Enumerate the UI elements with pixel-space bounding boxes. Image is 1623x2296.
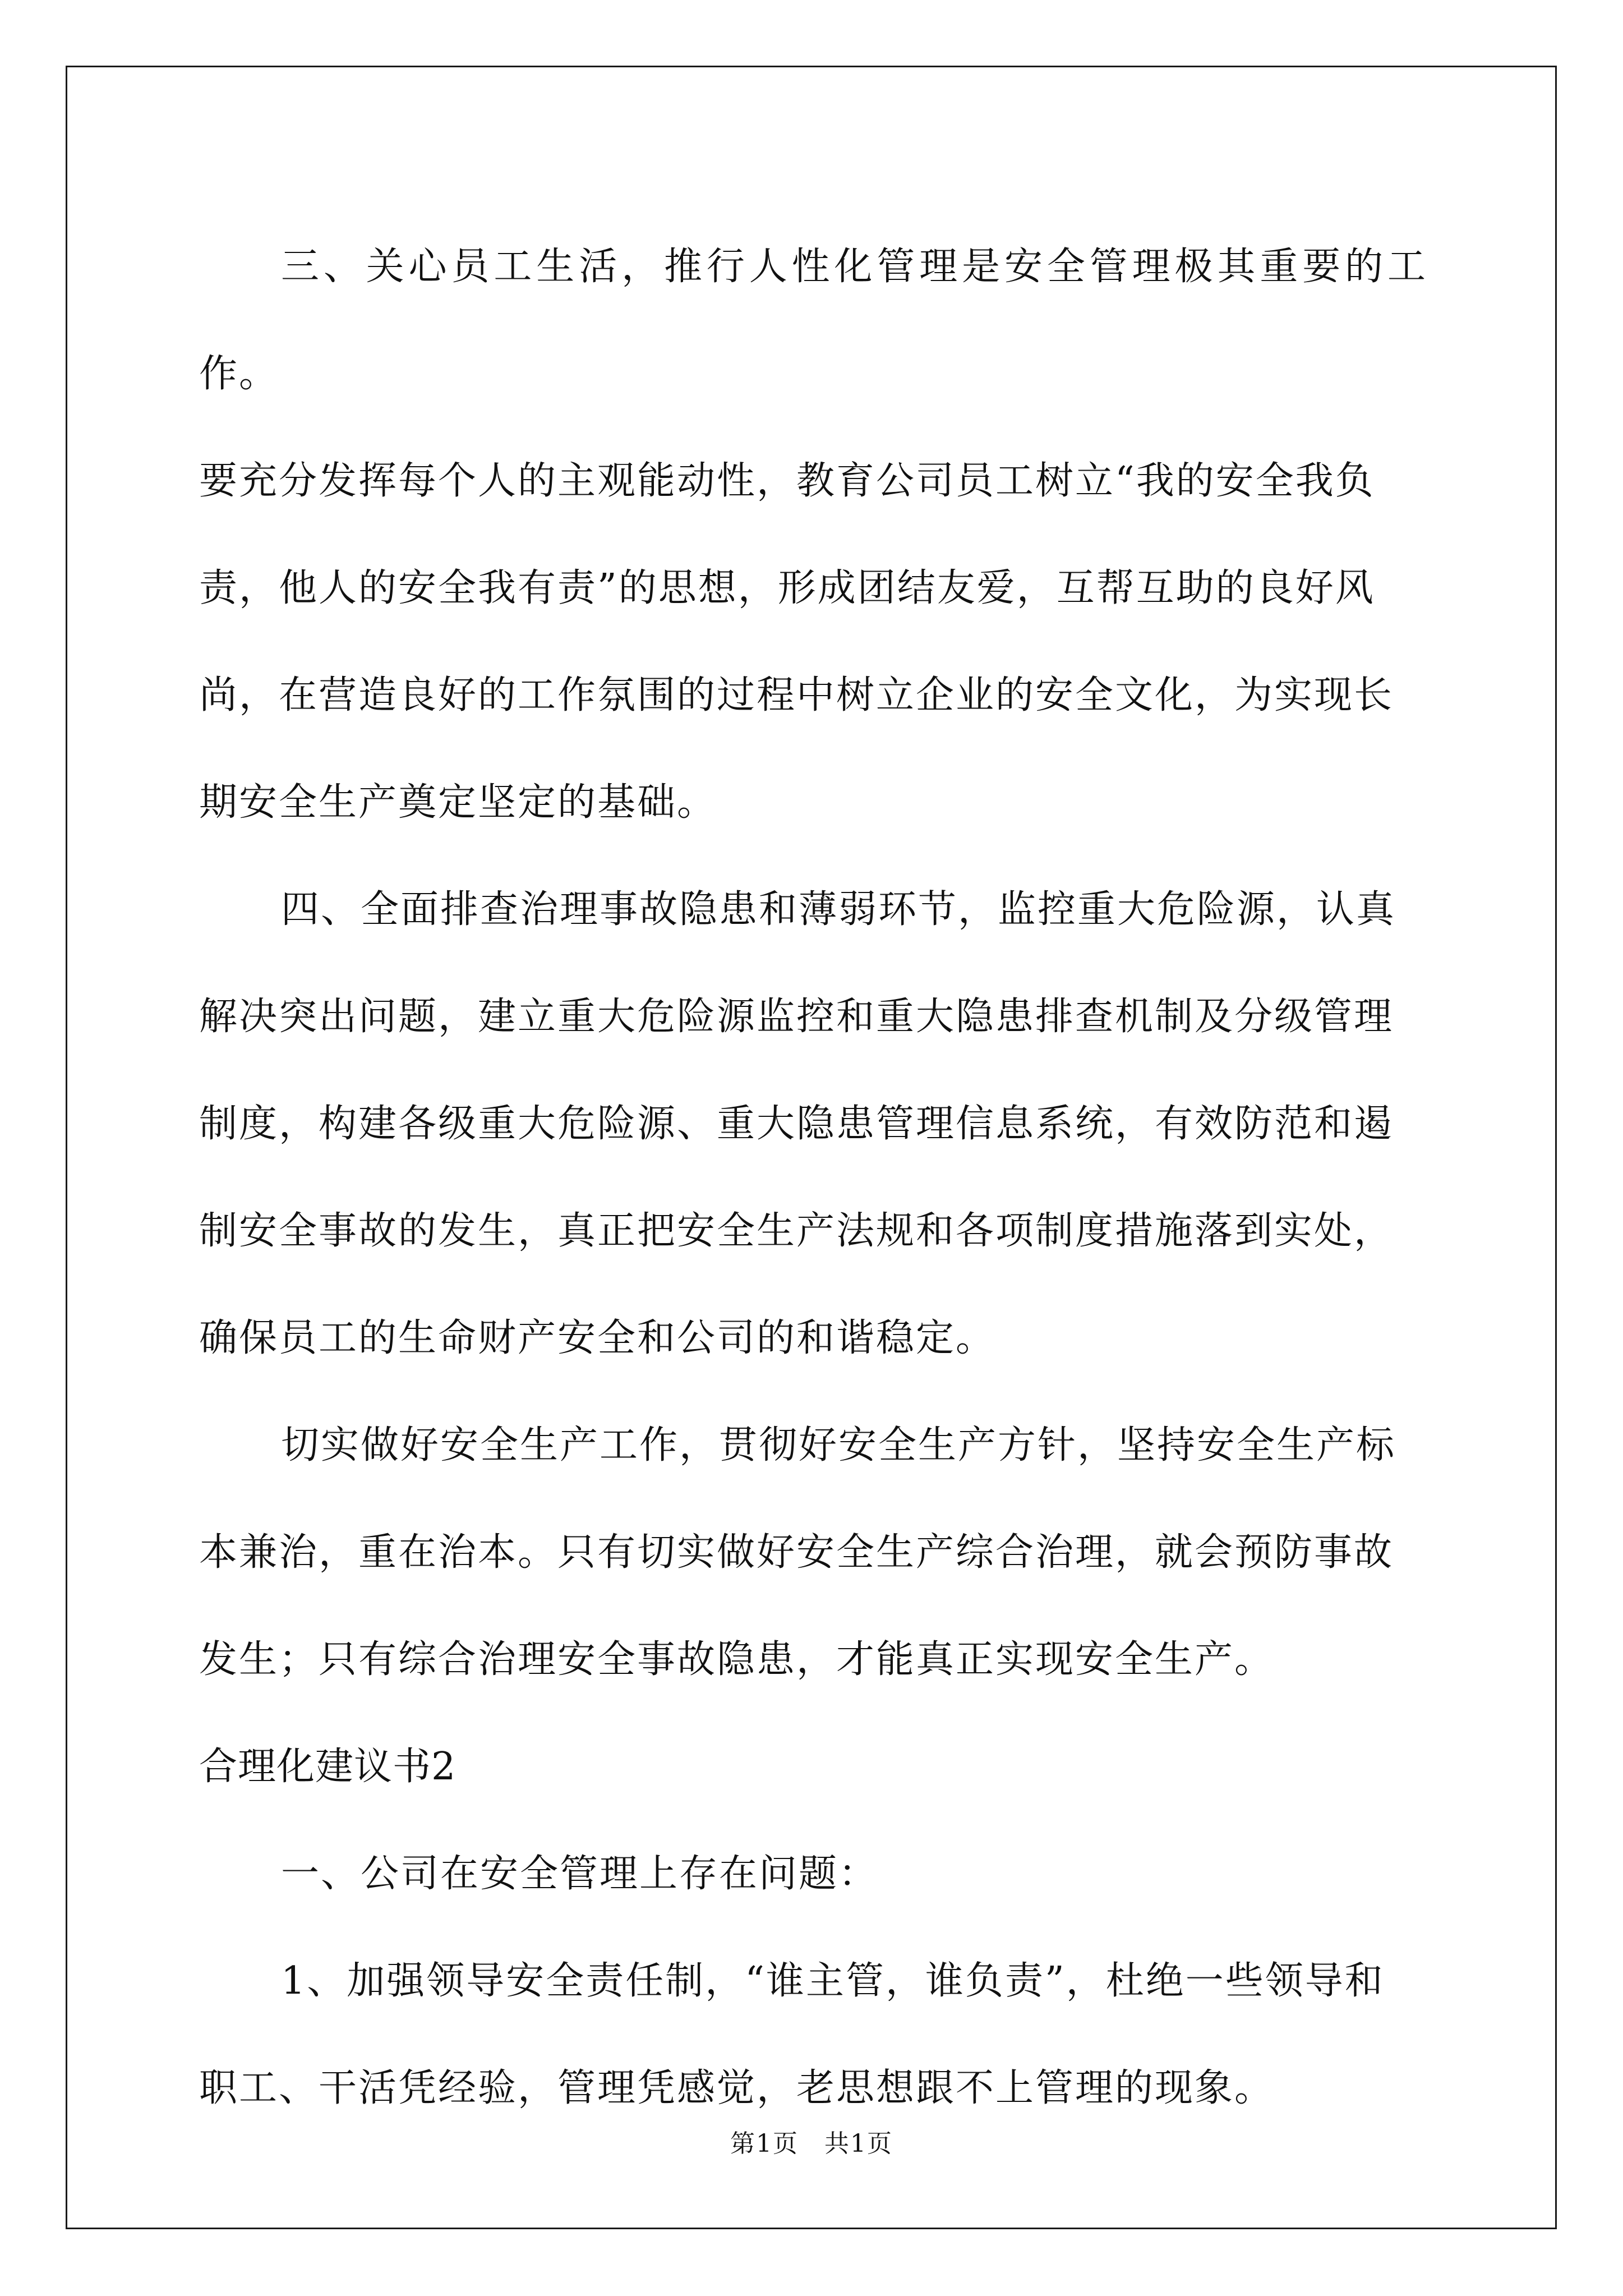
paragraph <box>199 856 1427 1392</box>
paragraph-line: 确保员工的生命财产安全和公司的和谐稳定。 <box>199 1316 996 1360</box>
paragraph-line: 本兼治，重在治本。只有切实做好安全生产综合治理，就会预防事故 <box>199 1530 1394 1575</box>
paragraph-line: 切实做好安全生产工作，贯彻好安全生产方针，坚持安全生产标 <box>281 1423 1396 1467</box>
paragraph <box>199 1927 1427 2142</box>
paragraph-line: 责，他人的安全我有责”的思想，形成团结友爱，互帮互助的良好风 <box>199 566 1375 610</box>
paragraph-line: 制安全事故的发生，真正把安全生产法规和各项制度措施落到实处， <box>199 1209 1394 1253</box>
paragraph <box>199 1820 1427 1927</box>
paragraph-line: 四、全面排查治理事故隐患和薄弱环节，监控重大危险源，认真 <box>281 887 1396 932</box>
paragraph-line: 职工、干活凭经验，管理凭感觉，老思想跟不上管理的现象。 <box>199 2066 1275 2110</box>
paragraph <box>199 213 1427 856</box>
document-body <box>199 213 1427 2142</box>
page-footer: 第1页 共1页 <box>730 2129 893 2158</box>
paragraph-line: 期安全生产奠定坚定的基础。 <box>199 780 717 825</box>
paragraph-group <box>199 213 1427 1713</box>
paragraph-group <box>199 1820 1427 2142</box>
section-heading: 合理化建议书2 <box>199 1745 457 1789</box>
paragraph-line: 尚，在营造良好的工作氛围的过程中树立企业的安全文化，为实现长 <box>199 673 1394 717</box>
paragraph-line: 制度，构建各级重大危险源、重大隐患管理信息系统，有效防范和遏 <box>199 1102 1394 1146</box>
paragraph-line: 1、加强领导安全责任制，“谁主管，谁负责”，杜绝一些领导和 <box>281 1959 1385 2003</box>
paragraph-line: 三、关心员工生活，推行人性化管理是安全管理极其重要的工作。 <box>199 245 1427 396</box>
paragraph-line: 解决突出问题，建立重大危险源监控和重大隐患排查机制及分级管理 <box>199 995 1394 1039</box>
paragraph-line: 发生；只有综合治理安全事故隐患，才能真正实现安全生产。 <box>199 1637 1275 1682</box>
paragraph-line: 一、公司在安全管理上存在问题： <box>281 1852 879 1896</box>
paragraph-line: 要充分发挥每个人的主观能动性，教育公司员工树立“我的安全我负 <box>199 459 1375 503</box>
paragraph <box>199 1392 1427 1713</box>
